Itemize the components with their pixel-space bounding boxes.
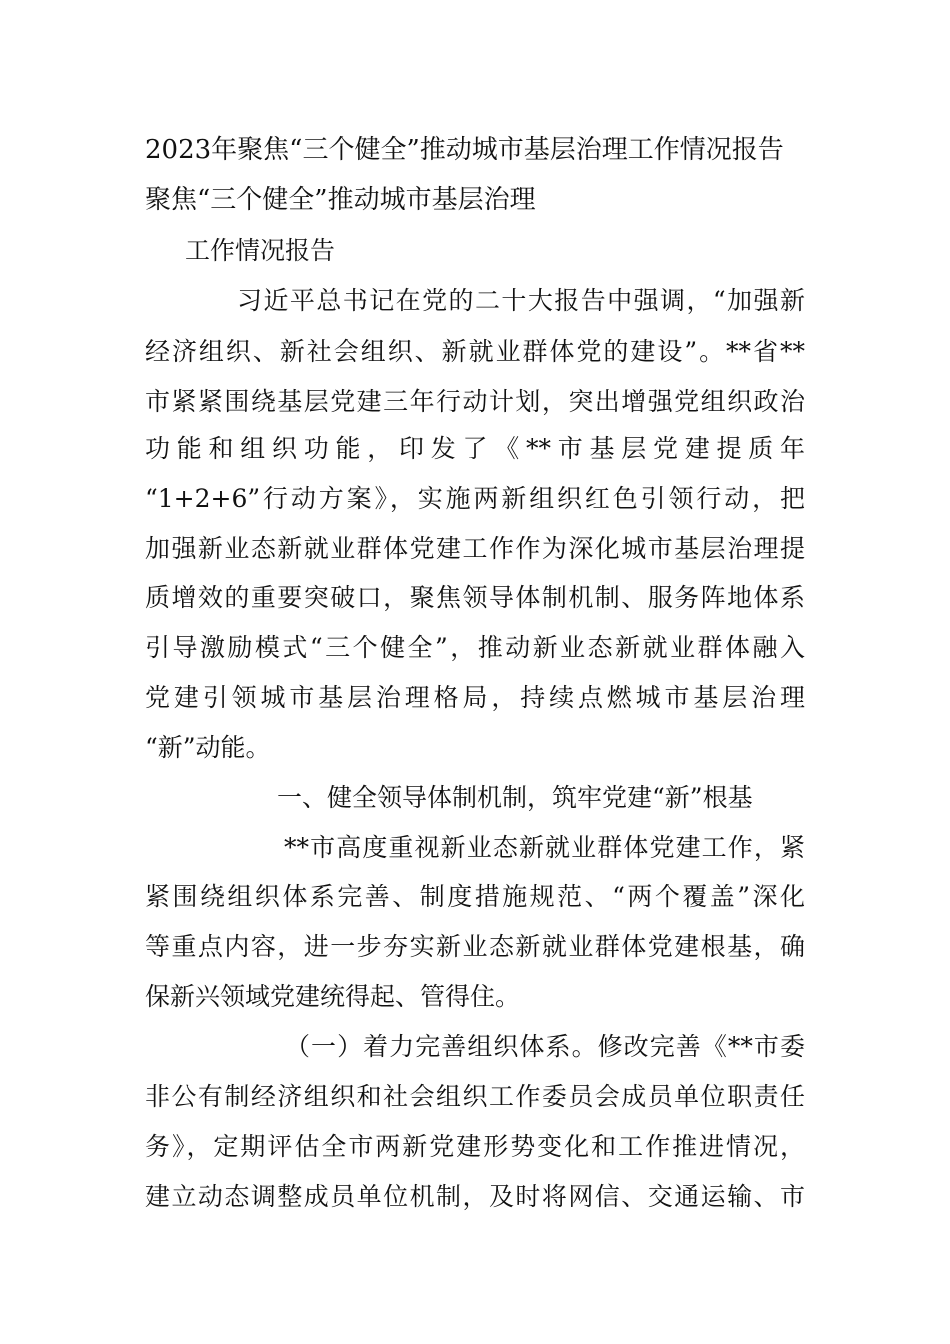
document-title-line-3: 工作情况报告 [185,236,336,265]
section-1-heading: 一、健全领导体制机制，筑牢党建“新”根基 [277,783,753,812]
section-1-line: 紧围绕组织体系完善、制度措施规范、“两个覆盖”深化 [145,882,805,911]
section-1-line: **市高度重视新业态新就业群体党建工作，紧 [284,833,805,862]
intro-line: 党建引领城市基层治理格局，持续点燃城市基层治理 [145,683,805,712]
intro-line: “新”动能。 [145,733,271,762]
intro-line: “1+2+6”行动方案》，实施两新组织红色引领行动，把 [145,484,805,513]
document-title-line-2: 聚焦“三个健全”推动城市基层治理 [145,185,536,215]
intro-line: 功能和组织功能，印发了《**市基层党建提质年 [145,434,805,463]
section-1-line: 等重点内容，进一步夯实新业态新就业群体党建根基，确 [145,932,805,961]
subsection-1-line: 务》，定期评估全市两新党建形势变化和工作推进情况， [145,1132,805,1161]
intro-line: 加强新业态新就业群体党建工作作为深化城市基层治理提 [145,534,805,563]
intro-line: 经济组织、新社会组织、新就业群体党的建设”。**省** [145,337,805,366]
subsection-1-line: （一）着力完善组织体系。修改完善《**市委 [285,1032,805,1061]
subsection-1-line: 非公有制经济组织和社会组织工作委员会成员单位职责任 [145,1082,805,1111]
intro-line: 质增效的重要突破口，聚焦领导体制机制、服务阵地体系 [145,583,805,612]
intro-line: 市紧紧围绕基层党建三年行动计划，突出增强党组织政治 [145,387,805,416]
subsection-1-line: 建立动态调整成员单位机制，及时将网信、交通运输、市 [145,1182,805,1211]
intro-line: 习近平总书记在党的二十大报告中强调，“加强新 [237,286,805,315]
section-1-line: 保新兴领域党建统得起、管得住。 [145,982,521,1011]
intro-line: 引导激励模式“三个健全”，推动新业态新就业群体融入 [145,633,805,662]
document-title-line-1: 2023年聚焦“三个健全”推动城市基层治理工作情况报告 [145,135,784,165]
